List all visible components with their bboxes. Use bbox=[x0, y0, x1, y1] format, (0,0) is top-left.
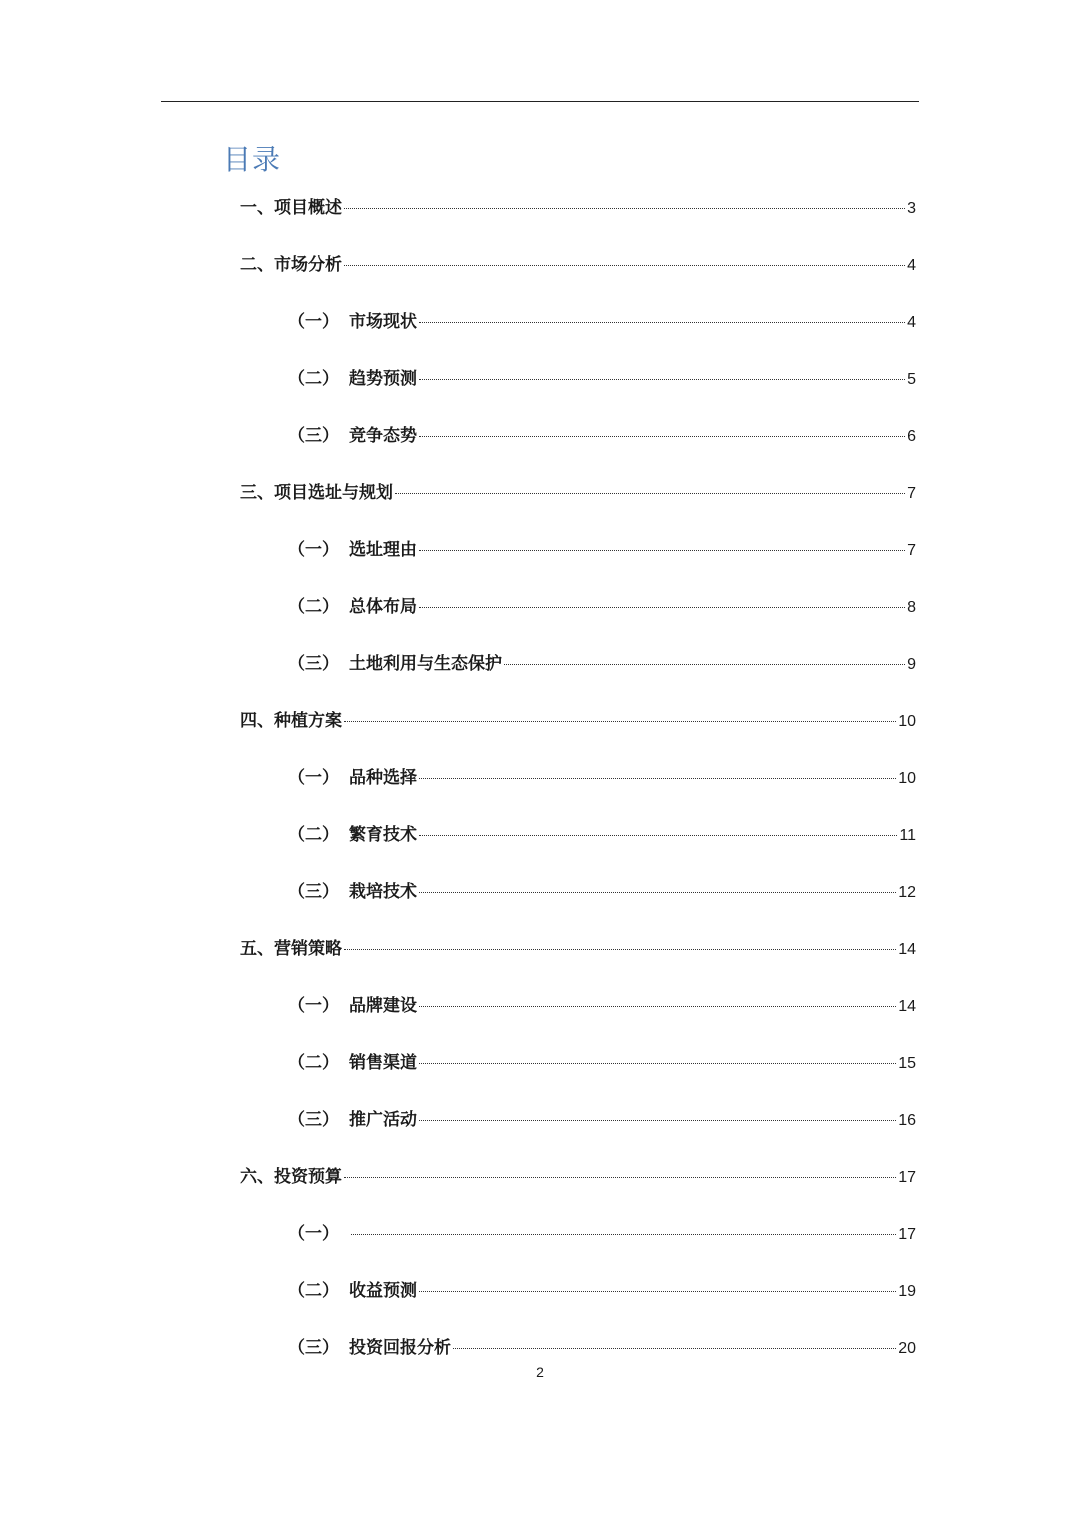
toc-page-number: 4 bbox=[907, 257, 916, 274]
toc-dot-leader bbox=[419, 1006, 896, 1007]
toc-entry[interactable] bbox=[240, 1165, 916, 1189]
toc-entry-text: 竞争态势 bbox=[349, 426, 417, 446]
toc-entry-label bbox=[288, 994, 417, 1018]
toc-entry[interactable] bbox=[288, 1108, 916, 1132]
toc-page-number: 3 bbox=[907, 200, 916, 217]
toc-entry-text: 四、种植方案 bbox=[240, 711, 342, 731]
toc-entry[interactable] bbox=[288, 310, 916, 334]
toc-dot-leader bbox=[419, 550, 905, 551]
toc-page-number: 8 bbox=[907, 599, 916, 616]
toc-dot-leader bbox=[351, 1234, 896, 1235]
toc-entry[interactable] bbox=[288, 994, 916, 1018]
toc-entry[interactable] bbox=[240, 937, 916, 961]
toc-dot-leader bbox=[419, 1063, 896, 1064]
toc-entry-number: （三） bbox=[288, 1110, 339, 1130]
toc-entry-number: （二） bbox=[288, 1053, 339, 1073]
toc-entry-text: 销售渠道 bbox=[349, 1053, 417, 1073]
toc-page-number: 10 bbox=[898, 713, 916, 730]
toc-dot-leader bbox=[344, 265, 905, 266]
toc-entry[interactable] bbox=[288, 652, 916, 676]
toc-entry-text: 投资回报分析 bbox=[349, 1338, 451, 1358]
toc-entry-label bbox=[288, 424, 417, 448]
toc-dot-leader bbox=[419, 835, 897, 836]
toc-entry-text: 繁育技术 bbox=[349, 825, 417, 845]
toc-entry-number: （二） bbox=[288, 369, 339, 389]
toc-entry-text: 推广活动 bbox=[349, 1110, 417, 1130]
toc-entry-label bbox=[240, 481, 393, 505]
toc-entry-number: （二） bbox=[288, 597, 339, 617]
toc-entry-number: （一） bbox=[288, 1224, 339, 1244]
toc-entry-number: （二） bbox=[288, 1281, 339, 1301]
toc-entry-label bbox=[288, 310, 417, 334]
toc-page-number: 9 bbox=[907, 656, 916, 673]
toc-page-number: 19 bbox=[898, 1283, 916, 1300]
toc-entry-text: 二、市场分析 bbox=[240, 255, 342, 275]
toc-entry-text: 品牌建设 bbox=[349, 996, 417, 1016]
toc-page-number: 7 bbox=[907, 542, 916, 559]
toc-dot-leader bbox=[344, 208, 905, 209]
toc-page-number: 11 bbox=[899, 827, 916, 844]
toc-entry-label bbox=[288, 823, 417, 847]
toc-dot-leader bbox=[419, 436, 905, 437]
toc-entry[interactable] bbox=[288, 880, 916, 904]
toc-page-number: 10 bbox=[898, 770, 916, 787]
toc-entry[interactable] bbox=[240, 196, 916, 220]
toc-entry-label bbox=[288, 1051, 417, 1075]
toc-entry[interactable] bbox=[288, 1051, 916, 1075]
toc-entry-label bbox=[288, 652, 502, 676]
toc-entry[interactable] bbox=[288, 823, 916, 847]
toc-dot-leader bbox=[344, 1177, 896, 1178]
toc-page-number: 15 bbox=[898, 1055, 916, 1072]
toc-page-number: 17 bbox=[898, 1169, 916, 1186]
toc-entry-text: 趋势预测 bbox=[349, 369, 417, 389]
toc-entry[interactable] bbox=[288, 1279, 916, 1303]
toc-entry-text: 土地利用与生态保护 bbox=[349, 654, 502, 674]
toc-entry-label bbox=[288, 367, 417, 391]
toc-dot-leader bbox=[453, 1348, 896, 1349]
toc-dot-leader bbox=[419, 322, 905, 323]
toc-entry[interactable] bbox=[240, 253, 916, 277]
toc-dot-leader bbox=[419, 379, 905, 380]
toc-dot-leader bbox=[395, 493, 905, 494]
toc-page-number: 17 bbox=[898, 1226, 916, 1243]
toc-page-number: 7 bbox=[907, 485, 916, 502]
toc-entry-label bbox=[240, 937, 342, 961]
toc-entry-label bbox=[288, 538, 417, 562]
toc-page-number: 14 bbox=[898, 998, 916, 1015]
toc-entry-text: 一、项目概述 bbox=[240, 198, 342, 218]
toc-entry-number: （一） bbox=[288, 312, 339, 332]
toc-entry-label bbox=[240, 709, 342, 733]
toc-entry-number: （一） bbox=[288, 540, 339, 560]
toc-entry-text: 三、项目选址与规划 bbox=[240, 483, 393, 503]
toc-dot-leader bbox=[419, 892, 896, 893]
toc-entry-number: （三） bbox=[288, 882, 339, 902]
toc-entry[interactable] bbox=[288, 538, 916, 562]
toc-dot-leader bbox=[344, 721, 896, 722]
toc-entry-text: 品种选择 bbox=[349, 768, 417, 788]
toc-dot-leader bbox=[504, 664, 905, 665]
toc-dot-leader bbox=[344, 949, 896, 950]
toc-entry-label bbox=[240, 196, 342, 220]
toc-entry-text: 选址理由 bbox=[349, 540, 417, 560]
toc-entry-text: 六、投资预算 bbox=[240, 1167, 342, 1187]
toc-dot-leader bbox=[419, 1291, 896, 1292]
toc-page-number: 6 bbox=[907, 428, 916, 445]
toc-entry[interactable] bbox=[288, 1336, 916, 1360]
toc-entry-number: （三） bbox=[288, 654, 339, 674]
toc-entry-number: （三） bbox=[288, 426, 339, 446]
toc-entry-label bbox=[288, 1279, 417, 1303]
toc-page-number: 4 bbox=[907, 314, 916, 331]
toc-entry[interactable] bbox=[288, 1222, 916, 1246]
toc-entry[interactable] bbox=[288, 595, 916, 619]
toc-entry[interactable] bbox=[288, 424, 916, 448]
header-rule bbox=[161, 101, 919, 102]
toc-entry[interactable] bbox=[288, 367, 916, 391]
toc-page-number: 16 bbox=[898, 1112, 916, 1129]
toc-entry-label bbox=[240, 253, 342, 277]
toc-entry[interactable] bbox=[288, 766, 916, 790]
toc-entry[interactable] bbox=[240, 709, 916, 733]
toc-page-number: 5 bbox=[907, 371, 916, 388]
toc-entry-label bbox=[288, 595, 417, 619]
toc-entry-label bbox=[288, 1222, 349, 1246]
toc-entry-label bbox=[288, 1336, 451, 1360]
toc-entry[interactable] bbox=[240, 481, 916, 505]
toc-entry-number: （三） bbox=[288, 1338, 339, 1358]
toc-dot-leader bbox=[419, 1120, 896, 1121]
toc-entry-number: （一） bbox=[288, 996, 339, 1016]
toc-entry-text: 收益预测 bbox=[349, 1281, 417, 1301]
toc-entry-number: （一） bbox=[288, 768, 339, 788]
toc-dot-leader bbox=[419, 778, 896, 779]
toc-entry-text: 总体布局 bbox=[349, 597, 417, 617]
toc-page-number: 20 bbox=[898, 1340, 916, 1357]
toc-page-number: 14 bbox=[898, 941, 916, 958]
toc-entry-label bbox=[288, 766, 417, 790]
toc-title: 目录 bbox=[223, 143, 282, 176]
toc-entry-text: 栽培技术 bbox=[349, 882, 417, 902]
toc-entry-number: （二） bbox=[288, 825, 339, 845]
toc-entry-label bbox=[288, 880, 417, 904]
toc-entry-label bbox=[240, 1165, 342, 1189]
page-number: 2 bbox=[536, 1364, 544, 1380]
toc-entry-text: 五、营销策略 bbox=[240, 939, 342, 959]
toc-dot-leader bbox=[419, 607, 905, 608]
toc-entry-text: 市场现状 bbox=[349, 312, 417, 332]
toc-entry-label bbox=[288, 1108, 417, 1132]
toc-page-number: 12 bbox=[898, 884, 916, 901]
